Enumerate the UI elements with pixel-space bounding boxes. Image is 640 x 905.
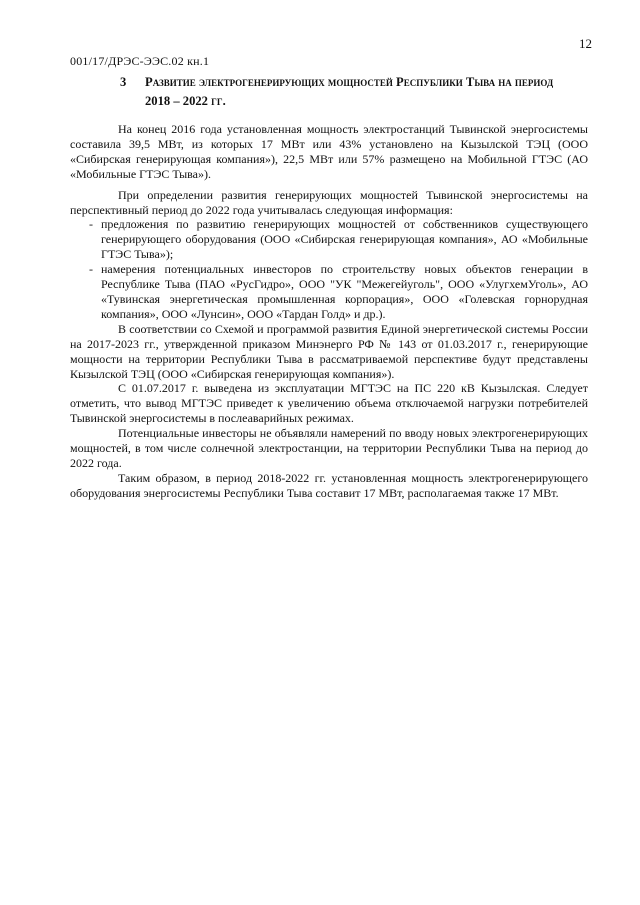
list-item-text: намерения потенциальных инвесторов по строительству новых объектов генерации в Республике Тыва (ПАО «РусГидро», ООО "УК "Межегейуголь", ООО «УлугхемУголь», АО «Тувинская энергетическая промышленная корпорация», ООО «Голевская горнорудная компания», ООО «Лунсин», ООО «Тардан Голд» и др.). [101, 262, 588, 321]
info-list [70, 217, 588, 321]
paragraph: Таким образом, в период 2018-2022 гг. установленная мощность электрогенерирующего оборудования энергосистемы Республики Тыва составит 17 МВт, располагаемая также 17 МВт. [70, 470, 588, 500]
paragraph: При определении развития генерирующих мощностей Тывинской энергосистемы на перспективный период до 2022 года учитывалась следующая информация: [70, 187, 588, 217]
list-item [70, 262, 588, 322]
list-dash: - [89, 217, 93, 232]
list-item [70, 217, 588, 262]
list-dash: - [89, 262, 93, 277]
section-title: Развитие электрогенерирующих мощностей Республики Тыва на период 2018 – 2022 гг. [145, 75, 554, 108]
section-heading [120, 73, 580, 111]
paragraph: Потенциальные инвесторы не объявляли намерений по вводу новых электрогенерирующих мощностей, в том числе солнечной электростанции, на территории Республики Тыва на период до 2022 года. [70, 426, 588, 470]
page-number: 12 [579, 36, 592, 51]
paragraph: На конец 2016 года установленная мощность электростанций Тывинской энергосистемы составила 39,5 МВт, из которых 17 МВт или 43% установлено на Кызылской ТЭЦ (ООО «Сибирская генерирующая компания»), 22,5 МВт или 57% размещено на Мобильной ГТЭС (АО «Мобильные ГТЭС Тыва»). [70, 122, 588, 181]
paragraph: В соответствии со Схемой и программой развития Единой энергетической системы России на 2017-2023 гг., утвержденной приказом Минэнерго РФ № 143 от 01.03.2017 г., генерирующие мощности на территории Республики Тыва в рассматриваемой перспективе будут представлены Кызылской ТЭЦ (ООО «Сибирская генерирующая компания»). [70, 321, 588, 381]
document-code: 001/17/ДРЭС-ЭЭС.02 кн.1 [70, 54, 210, 68]
paragraph: С 01.07.2017 г. выведена из эксплуатации МГТЭС на ПС 220 кВ Кызылская. Следует отметить, что вывод МГТЭС приведет к увеличению объема отключаемой нагрузки потребителей Тывинской энергосистемы в послеаварийных режимах. [70, 381, 588, 426]
list-item-text: предложения по развитию генерирующих мощностей от собственников существующего генерирующего оборудования (ООО «Сибирская генерирующая компания», АО «Мобильные ГТЭС Тыва»); [101, 217, 588, 262]
section-number: 3 [120, 75, 127, 89]
document-body [70, 116, 588, 501]
